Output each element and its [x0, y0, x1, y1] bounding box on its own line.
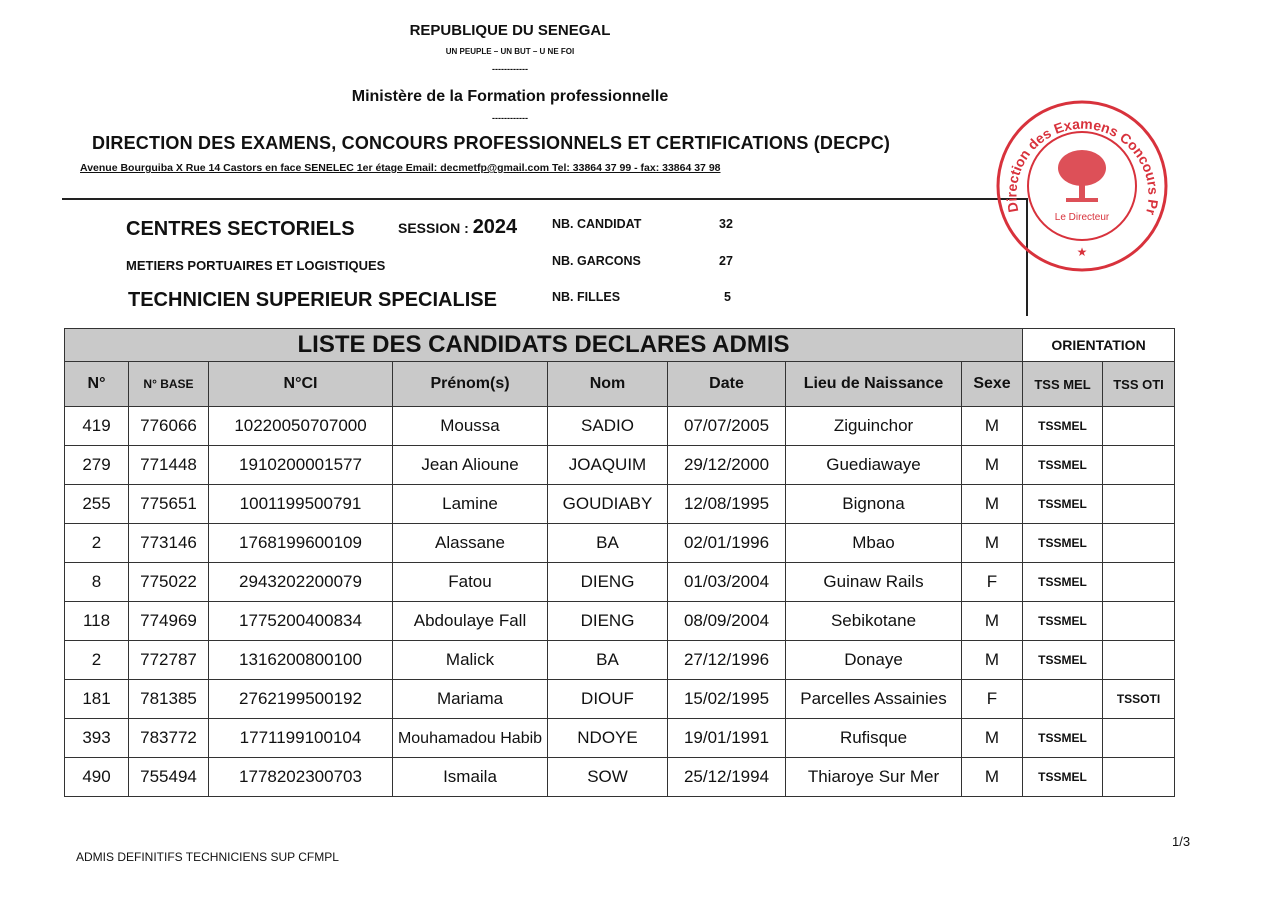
session-prefix: SESSION :	[398, 220, 473, 236]
table-header-row	[65, 362, 1175, 407]
cell-date: 07/07/2005	[668, 407, 786, 446]
cell-date: 01/03/2004	[668, 563, 786, 602]
cell-prenom: Abdoulaye Fall	[393, 602, 548, 641]
direction-title: DIRECTION DES EXAMENS, CONCOURS PROFESSIONNELS ET CERTIFICATIONS (DECPC)	[92, 133, 891, 153]
col-header-base: N° BASE	[129, 362, 209, 407]
cell-lieu: Mbao	[786, 524, 962, 563]
session-label	[398, 216, 517, 239]
col-header-sexe: Sexe	[962, 362, 1023, 407]
cell-sexe: M	[962, 485, 1023, 524]
cell-nom: SOW	[548, 758, 668, 797]
cell-date: 15/02/1995	[668, 680, 786, 719]
cell-tss-oti	[1103, 758, 1175, 797]
cell-sexe: M	[962, 719, 1023, 758]
cell-base: 773146	[129, 524, 209, 563]
cell-nom: DIENG	[548, 563, 668, 602]
cell-prenom: Malick	[393, 641, 548, 680]
metiers-label: METIERS PORTUAIRES ET LOGISTIQUES	[126, 258, 386, 273]
cell-nom: SADIO	[548, 407, 668, 446]
cell-num: 8	[65, 563, 129, 602]
cell-tss-mel: TSSMEL	[1023, 485, 1103, 524]
cell-base: 775022	[129, 563, 209, 602]
table-row	[65, 602, 1175, 641]
cell-ci: 1768199600109	[209, 524, 393, 563]
cell-prenom: Ismaila	[393, 758, 548, 797]
cell-ci: 2943202200079	[209, 563, 393, 602]
cell-tss-oti	[1103, 602, 1175, 641]
cell-nom: NDOYE	[548, 719, 668, 758]
separator: ------------	[492, 113, 528, 123]
table-row	[65, 641, 1175, 680]
level-label: TECHNICIEN SUPERIEUR SPECIALISE	[128, 289, 497, 311]
cell-prenom: Jean Alioune	[393, 446, 548, 485]
footer-text: ADMIS DEFINITIFS TECHNICIENS SUP CFMPL	[76, 850, 339, 864]
col-header-lieu: Lieu de Naissance	[786, 362, 962, 407]
national-motto: UN PEUPLE – UN BUT – U NE FOI	[445, 47, 575, 56]
cell-tss-oti	[1103, 407, 1175, 446]
col-header-tss-oti: TSS OTI	[1103, 362, 1175, 407]
cell-base: 783772	[129, 719, 209, 758]
cell-lieu: Donaye	[786, 641, 962, 680]
cell-num: 419	[65, 407, 129, 446]
cell-lieu: Sebikotane	[786, 602, 962, 641]
cell-lieu: Rufisque	[786, 719, 962, 758]
col-header-tss-mel: TSS MEL	[1023, 362, 1103, 407]
cell-tss-mel	[1023, 680, 1103, 719]
nb-filles-label: NB. FILLES	[552, 290, 621, 304]
nb-candidat-value: 32	[719, 217, 733, 231]
nb-candidat-label: NB. CANDIDAT	[552, 217, 642, 231]
cell-prenom: Lamine	[393, 485, 548, 524]
table-row	[65, 407, 1175, 446]
cell-tss-mel: TSSMEL	[1023, 641, 1103, 680]
cell-date: 02/01/1996	[668, 524, 786, 563]
cell-tss-mel: TSSMEL	[1023, 719, 1103, 758]
cell-tss-mel: TSSMEL	[1023, 446, 1103, 485]
cell-tss-oti	[1103, 719, 1175, 758]
separator: ------------	[492, 64, 528, 74]
cell-lieu: Bignona	[786, 485, 962, 524]
cell-num: 2	[65, 641, 129, 680]
cell-sexe: F	[962, 563, 1023, 602]
cell-lieu: Parcelles Assainies	[786, 680, 962, 719]
orientation-header: ORIENTATION	[1023, 329, 1175, 362]
col-header-ci: N°CI	[209, 362, 393, 407]
cell-num: 255	[65, 485, 129, 524]
cell-num: 393	[65, 719, 129, 758]
cell-nom: DIENG	[548, 602, 668, 641]
cell-base: 755494	[129, 758, 209, 797]
ministry-title: Ministère de la Formation professionnelle	[351, 88, 669, 105]
table-row	[65, 563, 1175, 602]
cell-tss-mel: TSSMEL	[1023, 524, 1103, 563]
nb-garcons-label: NB. GARCONS	[552, 254, 641, 268]
table-row	[65, 680, 1175, 719]
cell-num: 2	[65, 524, 129, 563]
cell-sexe: M	[962, 407, 1023, 446]
cell-prenom: Fatou	[393, 563, 548, 602]
col-header-nom: Nom	[548, 362, 668, 407]
svg-text:★: ★	[1076, 245, 1088, 259]
session-year: 2024	[472, 216, 518, 238]
cell-lieu: Guediawaye	[786, 446, 962, 485]
cell-tss-mel: TSSMEL	[1023, 758, 1103, 797]
page-number: 1/3	[1172, 834, 1191, 849]
cell-ci: 1771199100104	[209, 719, 393, 758]
svg-text:Direction des Examens Concours: Direction des Examens Concours Pr	[1003, 115, 1162, 217]
nb-filles-value: 5	[724, 290, 731, 304]
cell-base: 776066	[129, 407, 209, 446]
republic-title: REPUBLIQUE DU SENEGAL	[409, 22, 611, 39]
cell-lieu: Ziguinchor	[786, 407, 962, 446]
cell-prenom: Alassane	[393, 524, 548, 563]
official-stamp	[990, 96, 1174, 276]
cell-base: 781385	[129, 680, 209, 719]
cell-tss-mel: TSSMEL	[1023, 407, 1103, 446]
cell-prenom: Mouhamadou Habib	[393, 719, 548, 758]
table-row	[65, 524, 1175, 563]
table-row	[65, 446, 1175, 485]
cell-nom: GOUDIABY	[548, 485, 668, 524]
cell-nom: JOAQUIM	[548, 446, 668, 485]
cell-ci: 1316200800100	[209, 641, 393, 680]
svg-text:Le Directeur: Le Directeur	[1054, 212, 1110, 223]
cell-prenom: Moussa	[393, 407, 548, 446]
cell-tss-oti	[1103, 524, 1175, 563]
cell-num: 181	[65, 680, 129, 719]
cell-base: 771448	[129, 446, 209, 485]
cell-sexe: M	[962, 524, 1023, 563]
cell-date: 25/12/1994	[668, 758, 786, 797]
col-header-num: N°	[65, 362, 129, 407]
cell-num: 118	[65, 602, 129, 641]
table-title: LISTE DES CANDIDATS DECLARES ADMIS	[65, 329, 1023, 362]
cell-base: 772787	[129, 641, 209, 680]
direction-address: Avenue Bourguiba X Rue 14 Castors en face SENELEC 1er étage Email: decmetfp@gmail.com Tel: 33864 37 99 - fax: 33864 37 98	[80, 162, 721, 174]
cell-tss-oti	[1103, 485, 1175, 524]
cell-date: 19/01/1991	[668, 719, 786, 758]
cell-ci: 2762199500192	[209, 680, 393, 719]
cell-date: 12/08/1995	[668, 485, 786, 524]
cell-prenom: Mariama	[393, 680, 548, 719]
cell-ci: 10220050707000	[209, 407, 393, 446]
cell-nom: BA	[548, 641, 668, 680]
cell-ci: 1775200400834	[209, 602, 393, 641]
cell-num: 490	[65, 758, 129, 797]
admitted-candidates-table	[64, 328, 1175, 797]
cell-sexe: F	[962, 680, 1023, 719]
cell-base: 775651	[129, 485, 209, 524]
table-row	[65, 758, 1175, 797]
cell-base: 774969	[129, 602, 209, 641]
cell-sexe: M	[962, 641, 1023, 680]
cell-tss-oti	[1103, 563, 1175, 602]
cell-tss-mel: TSSMEL	[1023, 602, 1103, 641]
col-header-date: Date	[668, 362, 786, 407]
cell-tss-oti	[1103, 446, 1175, 485]
nb-garcons-value: 27	[719, 254, 733, 268]
cell-ci: 1778202300703	[209, 758, 393, 797]
cell-nom: DIOUF	[548, 680, 668, 719]
cell-nom: BA	[548, 524, 668, 563]
cell-date: 08/09/2004	[668, 602, 786, 641]
cell-sexe: M	[962, 602, 1023, 641]
cell-lieu: Guinaw Rails	[786, 563, 962, 602]
cell-tss-mel: TSSMEL	[1023, 563, 1103, 602]
cell-lieu: Thiaroye Sur Mer	[786, 758, 962, 797]
table-row	[65, 719, 1175, 758]
cell-sexe: M	[962, 758, 1023, 797]
cell-ci: 1910200001577	[209, 446, 393, 485]
cell-sexe: M	[962, 446, 1023, 485]
table-row	[65, 485, 1175, 524]
cell-num: 279	[65, 446, 129, 485]
cell-tss-oti	[1103, 641, 1175, 680]
cell-ci: 1001199500791	[209, 485, 393, 524]
cell-date: 29/12/2000	[668, 446, 786, 485]
cell-date: 27/12/1996	[668, 641, 786, 680]
cell-tss-oti: TSSOTI	[1103, 680, 1175, 719]
col-header-prenom: Prénom(s)	[393, 362, 548, 407]
centres-label: CENTRES SECTORIELS	[126, 218, 355, 240]
